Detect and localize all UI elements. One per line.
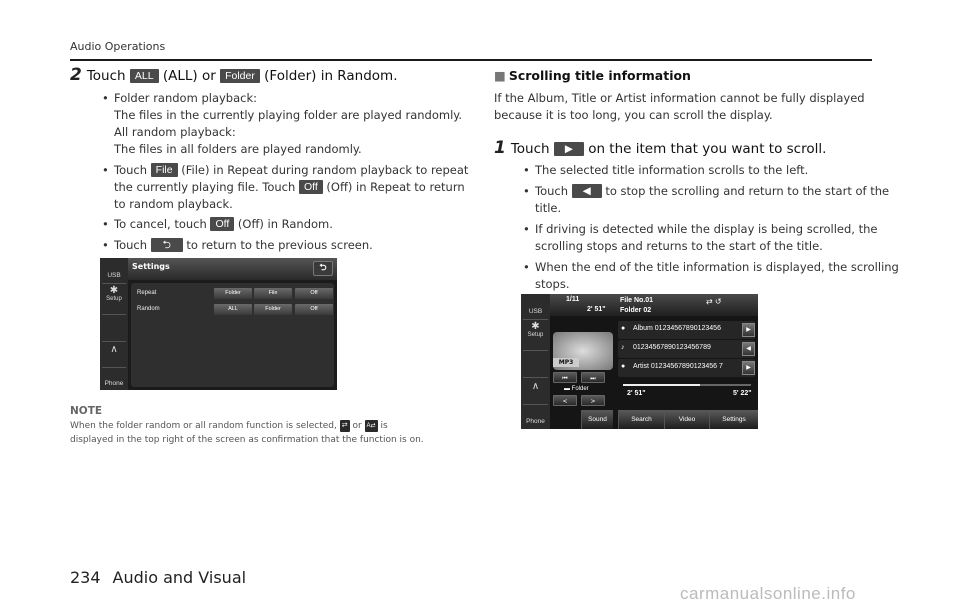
total-time: 5' 22" <box>733 390 752 397</box>
folder-label: Folder <box>571 386 589 392</box>
phone-button <box>102 368 126 390</box>
scroll-right-icon: ▶ <box>554 142 584 156</box>
bullet-text: (Off) in Random. <box>237 217 333 231</box>
side-menu <box>100 258 128 390</box>
progress-bar <box>623 384 751 386</box>
side-menu <box>521 294 550 429</box>
back-arrow-icon: ⮌ <box>313 261 333 276</box>
previous-track-icon[interactable]: ⏮ <box>553 372 577 383</box>
file-button-glyph: File <box>151 163 178 177</box>
section-header: Audio Operations <box>70 40 166 53</box>
note-line: or <box>352 421 362 431</box>
square-bullet-icon: ■ <box>494 68 506 83</box>
setup-button <box>523 321 548 351</box>
bullet-text: To cancel, touch <box>114 217 207 231</box>
all-random-icon: A⇄ <box>365 420 378 432</box>
step-2 <box>70 65 397 85</box>
bullet-text: (Off) in Repeat to return <box>326 180 465 194</box>
bullet-line: If driving is detected while the display is being scrolled, the <box>535 222 878 236</box>
off-button-glyph: Off <box>210 217 234 231</box>
phone-label: Phone <box>526 418 545 425</box>
title-icon: ♪ <box>621 344 625 351</box>
file-number: File No.01 <box>620 297 654 304</box>
random-all-option: ALL <box>214 304 252 315</box>
section-title <box>494 68 691 83</box>
screen-titlebar <box>128 258 337 280</box>
bullet-end: • When the end of the title information is displayed, the scrolling stops. <box>523 260 899 291</box>
folder-previous-icon[interactable]: < <box>553 395 577 406</box>
blank-side-button <box>523 354 548 378</box>
para-line: because it is too long, you can scroll the display. <box>494 108 773 122</box>
bluetooth-icon: ✱ <box>109 285 119 296</box>
section-title-text: Scrolling title information <box>508 68 691 83</box>
scroll-right-icon[interactable]: ▶ <box>742 361 755 375</box>
blank-side-button <box>102 318 126 342</box>
note-text <box>70 419 424 447</box>
folder-name: Folder 02 <box>620 307 652 314</box>
bullet-back: • Touch ⮌ to return to the previous screen. <box>102 238 373 252</box>
setup-label: Setup <box>527 332 544 338</box>
settings-button[interactable]: Settings <box>709 410 758 429</box>
header-rule <box>70 59 872 61</box>
usb-player-screenshot <box>521 294 758 429</box>
video-button[interactable]: Video <box>664 410 709 429</box>
scroll-right-icon[interactable]: ▶ <box>742 323 755 337</box>
note-line: displayed in the top right of the screen as confirmation that the function is on. <box>70 435 424 445</box>
progress-fill <box>623 384 700 386</box>
step-number: 2 <box>70 65 82 85</box>
scroll-left-icon[interactable]: ◀ <box>742 342 755 356</box>
back-arrow-icon: ⮌ <box>151 238 183 252</box>
bullet-line: All random playback: <box>114 125 236 139</box>
bullet-line: to random playback. <box>114 197 233 211</box>
bullet-repeat-file: • Touch File (File) in Repeat during random playback to repeat the currently playing file. Touch Off (Off) in Repeat to return to random playback. <box>102 163 469 211</box>
bullet-stop-scroll: • Touch ◀ to stop the scrolling and return to the start of the title. <box>523 184 890 215</box>
note-line: When the folder random or all random function is selected, <box>70 421 337 431</box>
repeat-off-option: Off <box>295 288 333 299</box>
random-folder-option: Folder <box>254 304 292 315</box>
scroll-left-icon: ◀ <box>572 184 602 198</box>
step-text: Touch <box>510 141 550 157</box>
bullet-line: When the end of the title information is displayed, the scrolling <box>535 260 899 274</box>
step-text: (Folder) in Random. <box>264 68 398 84</box>
top-time: 2' 51" <box>587 306 606 313</box>
artist-text: Artist 01234567890123456 7 <box>633 363 723 370</box>
bullet-line: scrolling stops and returns to the start of the title. <box>535 239 823 253</box>
random-repeat-icons: ⇄ ↺ <box>706 297 722 306</box>
usb-label: USB <box>528 308 543 315</box>
bullet-scroll-left: • The selected title information scrolls to the left. <box>523 163 809 177</box>
mp3-badge: MP3 <box>553 358 579 367</box>
page-footer <box>70 568 246 587</box>
screen-title: Settings <box>132 262 170 271</box>
bullet-text: to return to the previous screen. <box>186 238 373 252</box>
artist-icon: ● <box>621 363 626 370</box>
repeat-folder-option: Folder <box>214 288 252 299</box>
up-arrow-icon: ∧ <box>523 381 548 405</box>
player-topbar <box>550 294 758 316</box>
random-label: Random <box>137 306 160 312</box>
step-text: Touch <box>86 68 126 84</box>
usb-label: USB <box>107 272 121 279</box>
bullet-line: title. <box>535 201 562 215</box>
album-text: Album 01234567890123456 <box>633 325 721 332</box>
repeat-file-option: File <box>254 288 292 299</box>
step-text: on the item that you want to scroll. <box>588 141 827 157</box>
bullet-text: Touch <box>535 184 569 198</box>
step-number: 1 <box>494 138 506 158</box>
para-line: If the Album, Title or Artist information cannot be fully displayed <box>494 91 865 105</box>
bullet-line: The files in all folders are played randomly. <box>114 142 362 156</box>
bullet-text: Touch <box>114 163 148 177</box>
setup-button <box>102 285 126 315</box>
folder-next-icon[interactable]: > <box>581 395 605 406</box>
elapsed-time: 2' 51" <box>627 390 646 397</box>
search-button[interactable]: Search <box>618 410 664 429</box>
random-off-option: Off <box>295 304 333 315</box>
bullet-line: stops. <box>535 277 570 291</box>
track-number: 1/11 <box>566 296 580 303</box>
bluetooth-icon: ✱ <box>531 321 540 332</box>
bullet-text: (File) in Repeat during random playback to repeat <box>181 163 469 177</box>
note-title: NOTE <box>70 405 103 417</box>
usb-source-button <box>102 260 126 284</box>
sound-button[interactable]: Sound <box>581 410 613 429</box>
settings-screen-screenshot <box>100 258 337 390</box>
all-button-glyph: ALL <box>130 69 159 83</box>
setup-label: Setup <box>106 296 122 302</box>
album-icon: ● <box>621 325 626 332</box>
note-line: is <box>380 421 388 431</box>
phone-label: Phone <box>104 380 124 387</box>
title-text: 01234567890123456789 <box>633 344 711 351</box>
bullet-random-desc: • Folder random playback: The files in the currently playing folder are played randomly. All random playback: The files in all folders are played randomly. <box>102 91 463 156</box>
bullet-line: Folder random playback: <box>114 91 258 105</box>
repeat-label: Repeat <box>137 290 157 296</box>
step-1 <box>494 138 826 158</box>
page-number: 234 <box>70 568 101 587</box>
usb-source-button <box>523 296 548 320</box>
off-button-glyph: Off <box>299 180 323 194</box>
bullet-text: to stop the scrolling and return to the start of the <box>605 184 890 198</box>
folder-random-icon: ⇄ <box>340 420 350 432</box>
footer-title: Audio and Visual <box>112 568 247 587</box>
bullet-text: Touch <box>114 238 148 252</box>
watermark: carmanualsonline.info <box>680 584 856 603</box>
next-track-icon[interactable]: ⏭ <box>581 372 605 383</box>
intro-paragraph <box>494 90 865 124</box>
bullet-cancel: • To cancel, touch Off (Off) in Random. <box>102 217 333 231</box>
bullet-driving: • If driving is detected while the display is being scrolled, the scrolling stops and returns to the start of the title. <box>523 222 878 253</box>
phone-button <box>523 406 548 429</box>
folder-icon: ▬ Folder <box>564 386 589 392</box>
folder-button-glyph: Folder <box>220 69 260 83</box>
bullet-line: The files in the currently playing folder are played randomly. <box>114 108 463 122</box>
up-arrow-icon: ∧ <box>102 344 126 368</box>
bullet-line: The selected title information scrolls to the left. <box>535 163 809 177</box>
step-text: (ALL) or <box>162 68 216 84</box>
bullet-text: the currently playing file. Touch <box>114 180 296 194</box>
